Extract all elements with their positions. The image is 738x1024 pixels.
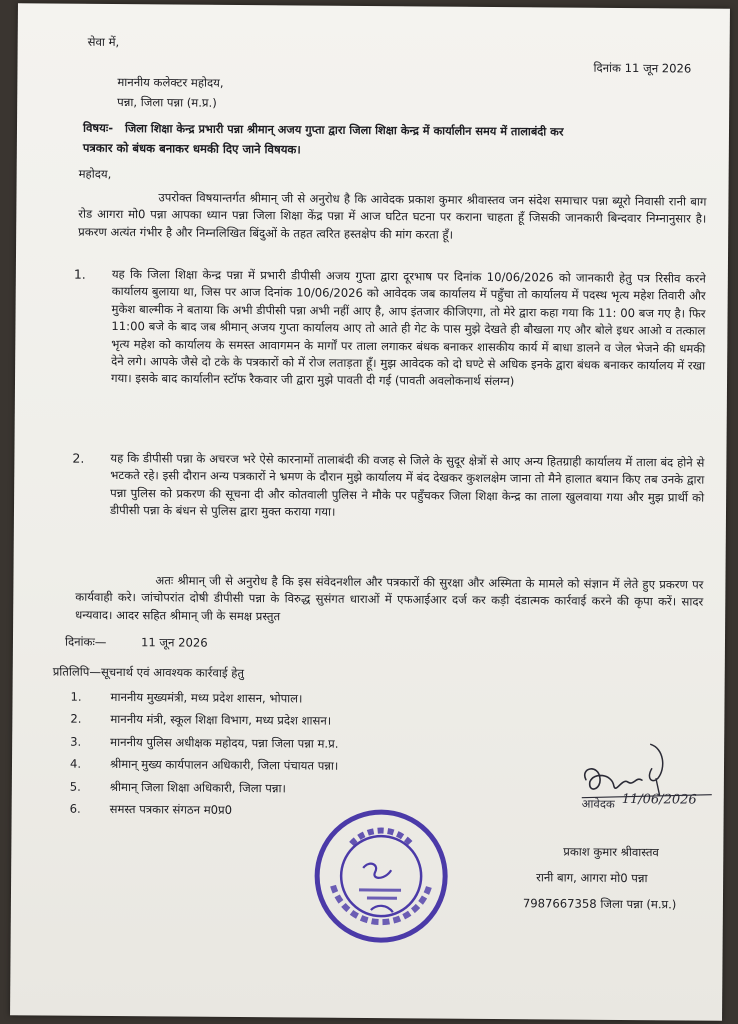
subject-line-1: जिला शिक्षा केन्द्र प्रभारी पन्ना श्रीमान् अजय गुप्ता द्वारा जिला शिक्षा केन्द्र में कार्यालीन समय में तालाबंदी कर	[124, 122, 564, 139]
cc-item-text: माननीय मंत्री, स्कूल शिक्षा विभाग, मध्य प्रदेश शासन।	[110, 712, 332, 728]
point-2-number: 2.	[72, 450, 85, 466]
cc-heading: प्रतिलिपि—सूचनार्थ एवं आवश्यक कार्रवाई हेतु	[52, 664, 245, 681]
sender-name: प्रकाश कुमार श्रीवास्तव	[563, 844, 659, 860]
sender-phone: 7987667358 जिला पन्ना (म.प्र.)	[522, 896, 677, 912]
sender-address: रानी बाग, आगरा मो0 पन्ना	[536, 870, 648, 886]
point-1-text: यह कि जिला शिक्षा केन्द्र पन्ना में प्रभारी डीपीसी अजय गुप्ता द्वारा दूरभाष पर दिनांक 10/06/2026 को जानकारी हेतु पत्र रिसीव करने कार्यालय बुलाया था, जिस पर आज दिनांक 10/06/2026 को आवेदक जब कार्यालय में पहुँचा तो कार्यालय में पदस्थ भृत्य महेश तिवारी और मुकेश बाल्मीक ने बताया कि अभी डीपीसी पन्ना अभी नहीं आए है, आप इंतजार कीजिएगा, तो मेरे द्वारा कहा गया कि 11: 00 बज गए है। फिर 11:00 बजे के बाद जब श्रीमान् अजय गुप्ता कार्यालय आए तो आते ही गेट के पास मुझे देखते ही बौखला गए और बोले इधर आओ व तत्काल भृत्य महेश को कार्यालय के समस्त आवागमन के मार्गों पर ताला लगाकर बंधक बनाकर शासकीय कार्य में बाधा डालने व जेल भेजने की धमकी देने लगे। आपके जैसे दो टके के पत्रकारों को में रोज लताड़ता हूँ। मुझ आवेदक को दो घण्टे से अधिक इनके द्वारा बंधक बनाकर कार्यालय में रखा गया। इसके बाद कार्यालीन स्टॉफ रैकवार जी द्वारा मुझे पावती दी गई (पावती अवलोकनार्थ संलग्न)	[110, 266, 706, 389]
subject-line-2: पत्रकार को बंधक बनाकर धमकी दिए जाने विषयक।	[82, 140, 301, 157]
top-date: दिनांक 11 जून 2026	[593, 60, 692, 76]
cc-item	[52, 686, 452, 712]
bottom-date-value: 11 जून 2026	[140, 635, 208, 650]
cc-item	[52, 708, 452, 734]
cc-item-number: 3.	[70, 734, 82, 749]
office-stamp	[311, 806, 452, 947]
request-paragraph: अतः श्रीमान् जी से अनुरोध है कि इस संवेदनशील और पत्रकारों की सुरक्षा और अस्मिता के मामले को संज्ञान में लेते हुए प्रकरण पर कार्यवाही करे। जांचोपरांत दोषी डीपीसी पन्ना के विरुद्ध सुसंगत धाराओं में एफआईआर दर्ज कर कड़ी दंडात्मक कार्रवाई करने की कृपा करें। सादर धन्यवाद। आदर सहित श्रीमान् जी के समक्ष प्रस्तुत	[75, 573, 704, 624]
salutation: महोदय,	[78, 166, 112, 181]
signature-date: 11/06/2026	[621, 791, 697, 808]
cc-item-number: 6.	[69, 801, 81, 816]
cc-list	[52, 686, 453, 824]
cc-item-text: समस्त पत्रकार संगठन म0प्र0	[109, 802, 233, 817]
subject-label: विषयः-	[82, 120, 114, 135]
recipient-line-2: पन्ना, जिला पन्ना (म.प्र.)	[117, 95, 217, 110]
cc-item-number: 1.	[70, 689, 82, 704]
cc-item-number: 5.	[69, 779, 81, 794]
applicant-label: आवेदक	[581, 796, 615, 811]
cc-item-text: माननीय पुलिस अधीक्षक महोदय, पन्ना जिला पन्ना म.प्र.	[110, 734, 339, 751]
point-1-number: 1.	[73, 266, 86, 282]
recipient-line-1: माननीय कलेक्टर महोदय,	[117, 75, 224, 90]
intro-paragraph: उपरोक्त विषयान्तर्गत श्रीमान् जी से अनुरोध है कि आवेदक प्रकाश कुमार श्रीवास्तव जन संदेश समाचार पन्ना ब्यूरो निवासी रानी बाग रोड आगरा मो0 पन्ना आपका ध्यान पन्ना जिला शिक्षा केंद्र पन्ना में आज घटित घटना पर कराना चाहता हूँ जिसकी जानकारी बिन्दवार निम्नानुसार है। प्रकरण अत्यंत गंभीर है और निम्नलिखित बिंदुओं के तहत त्वरित हस्तक्षेप की मांग करता हूँ।	[78, 190, 707, 242]
signature-mark	[572, 738, 723, 829]
point-2-text: यह कि डीपीसी पन्ना के अचरज भरे ऐसे कारनामों तालाबंदी की वजह से जिले के सुदूर क्षेत्रों से आए अन्य हितग्राही कार्यालय में ताला बंद होने से भटकते रहे। इसी दौरान अन्य पत्रकारों ने भ्रमण के दौरान मुझे कार्यालय में बंद देखकर कुशलक्षेम जाना तो मैने हालात बयान किए तब उनके द्वारा पन्ना पुलिस को प्रकरण की सूचना दी और कोतवाली पुलिस ने मौके पर पहुँचकर जिला शिक्षा केन्द्र का ताला खुलवाया गया और मुझ प्रार्थी को डीपीसी पन्ना के बंधन से पुलिस द्वारा मुक्त कराया गया।	[109, 450, 705, 519]
seva-mein: सेवा में,	[87, 34, 120, 50]
cc-item-number: 2.	[70, 711, 82, 726]
cc-item-text: श्रीमान् मुख्य कार्यपालन अधिकारी, जिला पंचायत पन्ना।	[109, 757, 339, 773]
cc-item-number: 4.	[69, 756, 82, 771]
cc-item-text: माननीय मुख्यमंत्री, मध्य प्रदेश शासन, भोपाल।	[110, 689, 303, 706]
letter-page	[10, 3, 730, 1021]
bottom-date-label: दिनांकः—	[64, 634, 107, 649]
cc-item	[52, 731, 452, 757]
cc-item	[52, 753, 452, 779]
cc-item-text: श्रीमान् जिला शिक्षा अधिकारी, जिला पन्ना।	[109, 779, 286, 795]
cc-item	[52, 776, 452, 802]
